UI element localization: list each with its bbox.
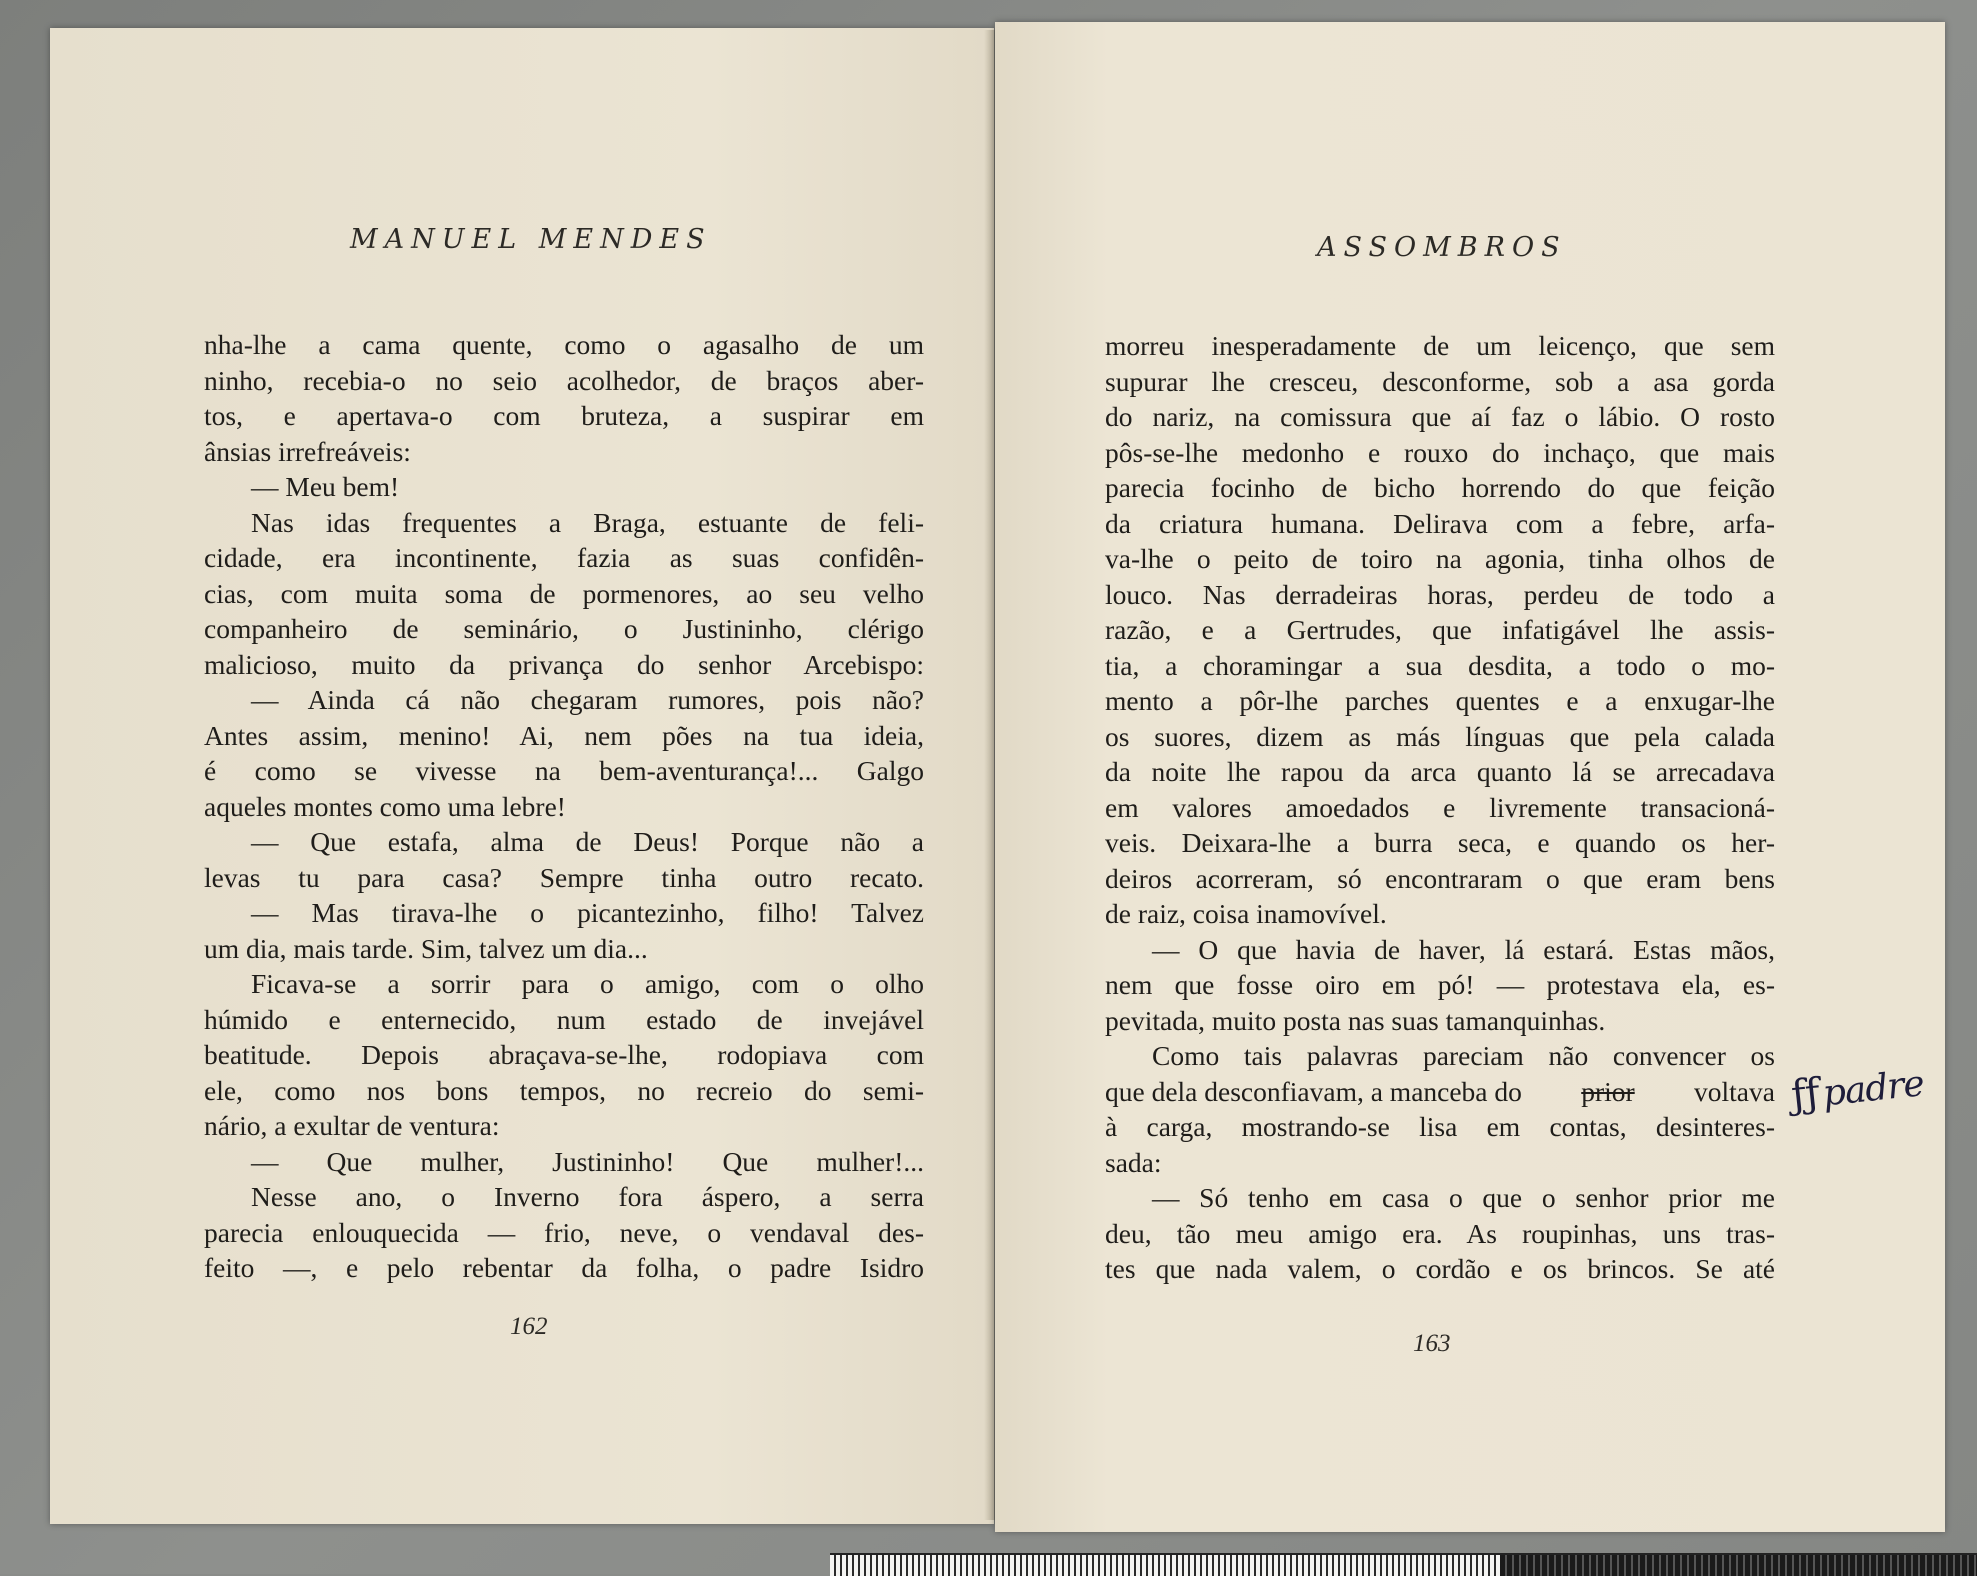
right-text-block [1105, 328, 1775, 1287]
text-line: levas tu para casa? Sempre tinha outro recato. [204, 861, 924, 893]
text-line: da criatura humana. Delirava com a febre, arfa- [1105, 507, 1775, 539]
text-line: — Que mulher, Justininho! Que mulher!... [251, 1145, 924, 1177]
text-line: Como tais palavras pareciam não convencer os [1152, 1040, 1775, 1071]
text-line: malicioso, muito da privança do senhor Arcebispo: [204, 648, 924, 680]
text-line-with-correction [1105, 1074, 1775, 1110]
text-line: é como se vivesse na bem-aventurança!... Galgo [204, 755, 924, 786]
running-head-left: MANUEL MENDES [350, 224, 712, 255]
text-line: da noite lhe rapou da arca quanto lá se arrecadava [1105, 756, 1775, 787]
text-line: tes que nada valem, o cordão e os brincos. Se até [1105, 1253, 1775, 1284]
text-line: razão, e a Gertrudes, que infatigável lhe assis- [1105, 614, 1775, 645]
text-line: deiros acorreram, só encontraram o que eram bens [1105, 862, 1775, 894]
text-line: morreu inesperadamente de um leicenço, que sem [1105, 330, 1775, 361]
text-line: pevitada, muito posta nas suas tamanquinhas. [1105, 1004, 1606, 1036]
text-line: ele, como nos bons tempos, no recreio do semi- [204, 1074, 924, 1106]
left-page [50, 28, 994, 1524]
text-line: — Ainda cá não chegaram rumores, pois não? [251, 684, 924, 715]
text-line: Antes assim, menino! Ai, nem pões na tua ideia, [204, 719, 924, 751]
text-line: Nesse ano, o Inverno fora áspero, a serra [251, 1181, 924, 1212]
text-line: — O que havia de haver, lá estará. Estas mãos, [1152, 933, 1775, 965]
text-line: beatitude. Depois abraçava-se-lhe, rodopiava com [204, 1039, 924, 1070]
text-line: cias, com muita soma de pormenores, ao seu velho [204, 577, 924, 609]
text-line: à carga, mostrando-se lisa em contas, desinteres- [1105, 1111, 1775, 1142]
text-line: de raiz, coisa inamovível. [1105, 898, 1387, 929]
line-segment: que dela desconfiavam, a manceba do [1105, 1075, 1522, 1107]
page-number-left: 162 [510, 1313, 548, 1340]
text-line: cidade, era incontinente, fazia as suas confidên- [204, 542, 924, 573]
left-text-block [204, 327, 924, 1286]
scan-scale-bar [830, 1553, 1977, 1576]
text-line: deu, tão meu amigo era. As roupinhas, uns tras- [1105, 1217, 1775, 1249]
text-line: — Que estafa, alma de Deus! Porque não a [251, 826, 924, 857]
text-line: louco. Nas derradeiras horas, perdeu de todo a [1105, 578, 1775, 610]
text-line: supurar lhe cresceu, desconforme, sob a asa gorda [1105, 365, 1775, 397]
text-line: ânsias irrefreáveis: [204, 435, 411, 467]
text-line: em valores amoedados e livremente transacioná- [1105, 791, 1775, 823]
text-line: sada: [1105, 1146, 1162, 1178]
text-line: feito —, e pelo rebentar da folha, o padre Isidro [204, 1252, 924, 1283]
text-line: — Meu bem! [251, 471, 400, 502]
text-line: aqueles montes como uma lebre! [204, 790, 566, 822]
text-line: — Mas tirava-lhe o picantezinho, filho! Talvez [251, 897, 924, 928]
running-head-right: ASSOMBROS [1317, 232, 1567, 263]
text-line: um dia, mais tarde. Sim, talvez um dia... [204, 932, 648, 964]
text-line: tos, e apertava-o com bruteza, a suspirar em [204, 400, 924, 431]
text-line: va-lhe o peito de toiro na agonia, tinha olhos de [1105, 543, 1775, 574]
right-page [995, 22, 1945, 1532]
text-line: parecia enlouquecida — frio, neve, o vendaval des- [204, 1216, 924, 1248]
text-line: Ficava-se a sorrir para o amigo, com o olho [251, 968, 924, 999]
line-segment: voltava [1694, 1075, 1775, 1107]
text-line: Nas idas frequentes a Braga, estuante de feli- [251, 506, 924, 538]
handwritten-margin-note: ƒƒpadre [1788, 1063, 1926, 1119]
text-line: — Só tenho em casa o que o senhor prior me [1152, 1182, 1775, 1213]
text-line: os suores, dizem as más línguas que pela calada [1105, 720, 1775, 752]
text-line: veis. Deixara-lhe a burra seca, e quando os her- [1105, 827, 1775, 858]
text-line: húmido e enternecido, num estado de invejável [204, 1003, 924, 1035]
text-line: tia, a choramingar a sua desdita, a todo o mo- [1105, 649, 1775, 681]
text-line: companheiro de seminário, o Justininho, clérigo [204, 613, 924, 644]
text-line: nem que fosse oiro em pó! — protestava ela, es- [1105, 969, 1775, 1000]
text-line: nha-lhe a cama quente, como o agasalho de um [204, 329, 924, 360]
page-number-right: 163 [1413, 1330, 1451, 1357]
text-line: pôs-se-lhe medonho e rouxo do inchaço, que mais [1105, 436, 1775, 468]
text-line: parecia focinho de bicho horrendo do que feição [1105, 472, 1775, 503]
struck-word: prior [1581, 1075, 1635, 1107]
text-line: do nariz, na comissura que aí faz o lábio. O rosto [1105, 401, 1775, 432]
text-line: nário, a exultar de ventura: [204, 1110, 500, 1141]
text-line: mento a pôr-lhe parches quentes e a enxugar-lhe [1105, 685, 1775, 716]
text-line: ninho, recebia-o no seio acolhedor, de braços aber- [204, 364, 924, 396]
